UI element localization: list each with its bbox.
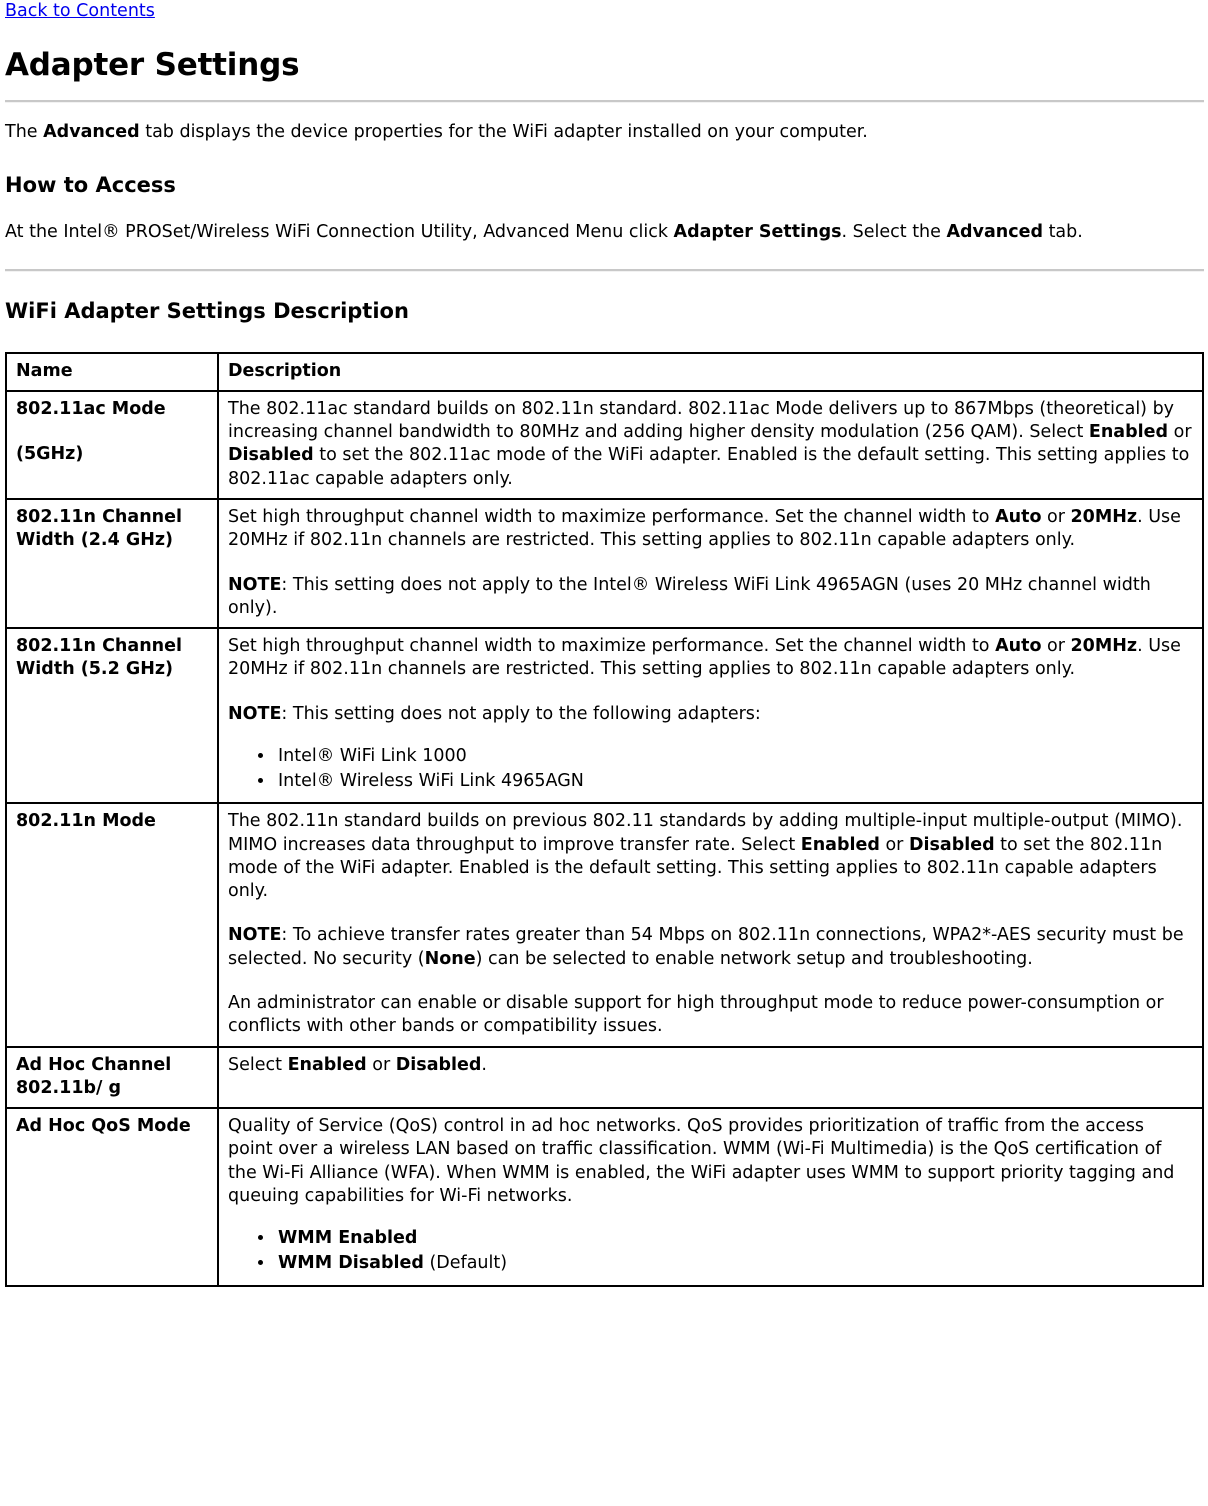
list-item-suffix: (Default) (423, 1253, 508, 1274)
note-label: NOTE (228, 925, 282, 946)
desc-bold-20mhz: 20MHz (1070, 636, 1138, 657)
setting-description-cell (218, 391, 1203, 499)
setting-name-cell (6, 1047, 218, 1109)
desc-bold-20mhz: 20MHz (1070, 507, 1138, 528)
table-row (6, 391, 1203, 499)
table-row (6, 628, 1203, 803)
description-paragraph (228, 506, 1194, 553)
intro-text-prefix: The (5, 122, 44, 142)
setting-description-cell (218, 1108, 1203, 1286)
description-paragraph (228, 810, 1194, 903)
list-item (275, 1252, 1194, 1275)
desc-text: The 802.11n standard builds on previous 802.11 standards by adding multiple-input multiple-output (MIMO). MIMO increases data throughput to improve transfer rate. Select (228, 811, 1183, 855)
page-title: Adapter Settings (5, 47, 300, 84)
note-text: : This setting does not apply to the Intel® Wireless WiFi Link 4965AGN (uses 20 MHz channel width only). (228, 574, 1151, 618)
access-text-1: At the Intel® PROSet/Wireless WiFi Connection Utility, Advanced Menu click (5, 222, 674, 243)
how-to-access-paragraph (5, 221, 1204, 245)
desc-bold-disabled: Disabled (395, 1054, 482, 1075)
setting-name-line: (5GHz) (16, 444, 84, 465)
description-paragraph: An administrator can enable or disable support for high throughput mode to reduce power-consumption or conflicts with other bands or compatibility issues. (228, 993, 1164, 1037)
description-paragraph (228, 1054, 1194, 1077)
desc-text: to set the 802.11ac mode of the WiFi adapter. Enabled is the default setting. This setting applies to 802.11ac capable adapters only. (228, 445, 1190, 489)
note-label: NOTE (228, 574, 282, 595)
description-paragraph (228, 398, 1194, 491)
adapter-exclusion-list (228, 745, 1194, 794)
settings-table-heading: WiFi Adapter Settings Description (5, 298, 409, 323)
access-bold-adapter-settings: Adapter Settings (673, 222, 842, 243)
desc-text: or (1041, 507, 1071, 528)
setting-name-line: 802.11n Channel Width (5.2 GHz) (16, 636, 182, 680)
desc-text: to set the 802.11n mode of the WiFi adapter. Enabled is the default setting. This setting applies to 802.11n capable adapters only. (228, 834, 1163, 902)
description-note-paragraph (228, 574, 1194, 621)
desc-bold-auto: Auto (995, 507, 1042, 528)
note-text: : To achieve transfer rates greater than 54 Mbps on 802.11n connections, WPA2*-AES security must be selected. No security ( (228, 925, 1184, 969)
table-header-row (6, 353, 1203, 391)
setting-name-cell (6, 1108, 218, 1286)
desc-bold-enabled: Enabled (800, 834, 880, 855)
setting-name-cell (6, 628, 218, 803)
description-paragraph: Quality of Service (QoS) control in ad hoc networks. QoS provides prioritization of traffic from the access point over a wireless LAN based on traffic classification. WMM (Wi-Fi Multimedia) is the QoS certification of the Wi-Fi Alliance (WFA). When WMM is enabled, the WiFi adapter uses WMM to support priority tagging and queuing capabilities for Wi-Fi networks. (228, 1116, 1175, 1206)
desc-text: or (879, 834, 909, 855)
wifi-adapter-settings-table (5, 352, 1204, 1287)
description-note-paragraph (228, 924, 1194, 971)
desc-bold-auto: Auto (995, 636, 1042, 657)
table-row (6, 803, 1203, 1046)
intro-paragraph (5, 121, 1204, 145)
setting-name-cell (6, 803, 218, 1046)
description-note-paragraph (228, 703, 1194, 726)
desc-text: . Use 20MHz if 802.11n channels are restricted. This setting applies to 802.11n capable adapters only. (228, 507, 1181, 551)
note-text: ) can be selected to enable network setup and troubleshooting. (475, 948, 1033, 969)
back-to-contents-link[interactable]: Back to Contents (5, 1, 155, 21)
access-text-3: tab. (1043, 222, 1083, 243)
desc-text: Select (228, 1054, 288, 1075)
list-item-bold: WMM Disabled (278, 1253, 424, 1274)
desc-text: Set high throughput channel width to maximize performance. Set the channel width to (228, 636, 996, 657)
desc-bold-disabled: Disabled (228, 445, 314, 466)
list-item: • Intel® Wireless WiFi Link 4965AGN (275, 770, 1194, 793)
desc-bold-disabled: Disabled (908, 834, 995, 855)
intro-text-suffix: tab displays the device properties for the WiFi adapter installed on your computer. (139, 122, 868, 142)
description-paragraph (228, 635, 1194, 682)
setting-name-line: 802.11ac Mode (16, 398, 166, 419)
note-text: : This setting does not apply to the following adapters: (281, 703, 761, 724)
setting-name-line: Ad Hoc Channel 802.11b/ g (16, 1054, 172, 1098)
setting-description-cell (218, 499, 1203, 628)
desc-bold-enabled: Enabled (287, 1054, 367, 1075)
desc-text: . Use 20MHz if 802.11n channels are restricted. This setting applies to 802.11n capable adapters only. (228, 636, 1181, 680)
table-row (6, 499, 1203, 628)
how-to-access-heading: How to Access (5, 172, 176, 197)
list-item: • Intel® WiFi Link 1000 (275, 745, 1194, 768)
desc-text: The 802.11ac standard builds on 802.11n standard. 802.11ac Mode delivers up to 867Mbps (theoretical) by increasing channel bandwidth to 80MHz and adding higher density modulation (256 QAM). Select (228, 398, 1175, 443)
divider-top (5, 100, 1204, 103)
setting-description-cell (218, 803, 1203, 1046)
desc-text: or (366, 1054, 396, 1075)
table-row (6, 1108, 1203, 1286)
setting-name-cell (6, 499, 218, 628)
desc-text: or (1041, 636, 1071, 657)
desc-text: or (1168, 422, 1192, 443)
setting-name-line: 802.11n Mode (16, 811, 156, 832)
access-text-2: . Select the (841, 222, 947, 243)
setting-description-cell (218, 1047, 1203, 1109)
setting-name-cell (6, 391, 218, 499)
setting-description-cell (218, 628, 1203, 803)
list-item-bold: WMM Enabled (278, 1228, 418, 1249)
wmm-options-list (228, 1227, 1194, 1276)
setting-name-line: Ad Hoc QoS Mode (16, 1116, 191, 1137)
column-header-name: Name (6, 353, 218, 391)
desc-text: . (481, 1054, 487, 1075)
access-bold-advanced: Advanced (946, 222, 1043, 243)
note-bold-none: None (424, 948, 476, 969)
note-label: NOTE (228, 703, 282, 724)
desc-text: Set high throughput channel width to maximize performance. Set the channel width to (228, 507, 996, 528)
column-header-description: Description (218, 353, 1203, 391)
table-row (6, 1047, 1203, 1109)
intro-bold-advanced: Advanced (43, 122, 140, 142)
list-item (275, 1227, 1194, 1250)
divider-middle (5, 269, 1204, 272)
setting-name-line: 802.11n Channel Width (2.4 GHz) (16, 507, 182, 551)
desc-bold-enabled: Enabled (1088, 422, 1169, 443)
